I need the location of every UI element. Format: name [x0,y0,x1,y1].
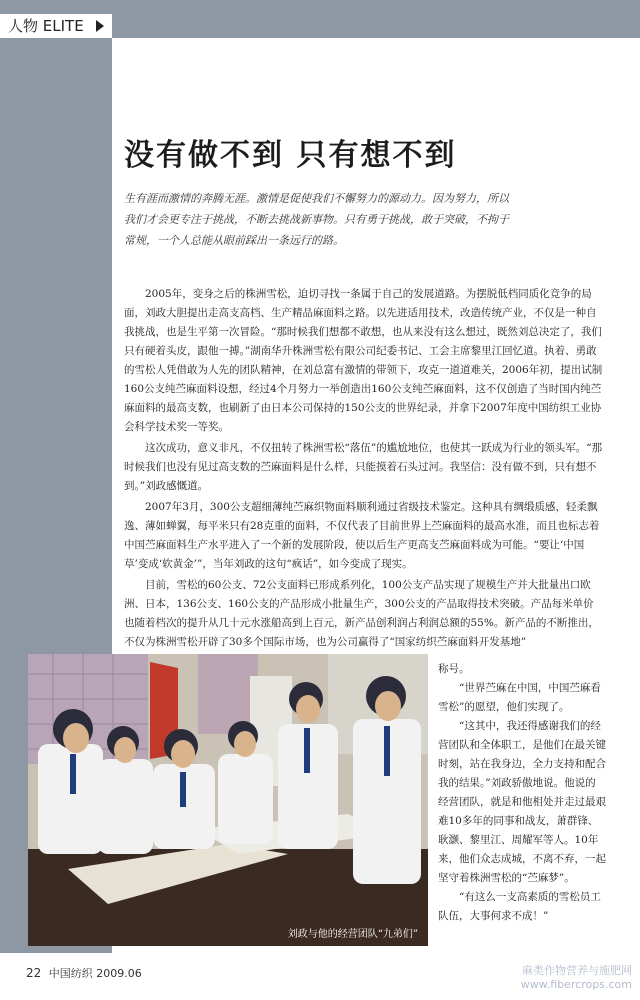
section-label-text: 人物 ELITE [8,17,84,35]
article-lede: 生有涯而激情的奔腾无涯。激情是促使我们不懈努力的源动力。因为努力，所以我们才会更专注于挑战，不断去挑战新事物。只有勇于挑战，敢于突破，不拘于常规，一个人总能从眼前踩出一条远行的路。 [124,192,509,247]
paragraph: 目前，雪松的60公支、72公支面料已形成系列化，100公支产品实现了规模生产并大批量出口欧洲、日本，136公支、160公支的产品形成小批量生产，300公支的产品取得技术突破。产品每米单价也随着档次的提升从几十元水涨船高到上百元，新产品创利润占利润总额的55%。新产品的不断推出，不仅为株洲雪松开辟了30多个国际市场，也为公司赢得了“国家纺织苎麻面料开发基地” [124,579,599,648]
page-number: 22 [26,966,42,980]
triangle-arrow-icon [96,20,104,32]
paragraph: 2005年，变身之后的株洲雪松，迫切寻找一条属于自己的发展道路。为摆脱低档同质化竞争的局面，刘政大胆提出走高支高档、生产精品麻面料之路。以先进适用技术，改造传统产业，不仅是一种自我挑战，也是生平第一次冒险。“那时候我们想都不敢想，也从来没有这么想过，既然刘总决定了，我们只有硬着头皮，跟他一搏。”湖南华升株洲雪松有限公司纪委书记、工会主席黎里江回忆道。执着、勇敢的雪松人凭借敢为人先的团队精神，在刘总富有激情的带领下，攻克一道道难关，2006年初，提出试制160公支纯苎麻面料设想，经过4个月努力一举创造出160公支纯苎麻面料，这不仅创造了当时国内纯苎麻面料的最高支数，也刷新了由日本公司保持的150公支的世界纪录，并拿下2007年度中国纺织工业协会科学技术奖一等奖。 [124,288,603,433]
watermark-line: www.fibercrops.com [520,978,632,991]
paragraph: 这次成功，意义非凡，不仅扭转了株洲雪松“落伍”的尴尬地位，也使其一跃成为行业的领头军。“那时候我们也没有见过高支数的苎麻面料是什么样，只能摸着石头过河。我坚信：没有做不到，只有想不到。”刘政感慨道。 [124,442,603,492]
photo-caption: 刘政与他的经营团队“九弟们” [287,929,418,940]
article-title: 没有做不到 只有想不到 [124,138,457,173]
paragraph: “这其中，我还得感谢我们的经营团队和全体职工，是他们在最关键时刻，站在我身边，全力支持和配合我的结果。”刘政骄傲地说。他说的经营团队，就是和他相处并走过最艰难10多年的同事和战友，萧群锋、耿灏、黎里江、周耀军等人。10年来，他们众志成城，不离不弃，一起坚守着株洲雪松的“苎麻梦”。 [438,720,606,884]
team-photo [28,654,428,946]
article-body [124,285,604,654]
publication-name: 中国纺织 2009.06 [48,967,142,980]
watermark-line: 麻类作物营养与施肥网 [522,964,632,977]
paragraph: 2007年3月，300公支超细薄纯苎麻织物面料顺利通过省级技术鉴定。这种具有绸缎质感，轻柔飘逸、薄如蝉翼，每平米只有28克重的面料，不仅代表了目前世界上苎麻面料的最高水准，而且也标志着中国苎麻面料生产水平进入了一个新的发展阶段，使以后生产更高支苎麻面料成为可能。“要让‘中国草’变成‘软黄金’”，当年刘政的这句“疯话”，如今变成了现实。 [124,501,600,570]
page-footer [26,965,142,981]
site-watermark [521,964,632,992]
paragraph: “世界苎麻在中国，中国苎麻看雪松”的愿望，他们实现了。 [438,682,601,713]
team-photo-illustration [28,654,428,946]
side-column [438,660,606,926]
section-label [0,14,112,38]
paragraph: 称号。 [438,663,470,675]
paragraph: “有这么一支高素质的雪松员工队伍，大事何求不成！” [438,891,601,922]
